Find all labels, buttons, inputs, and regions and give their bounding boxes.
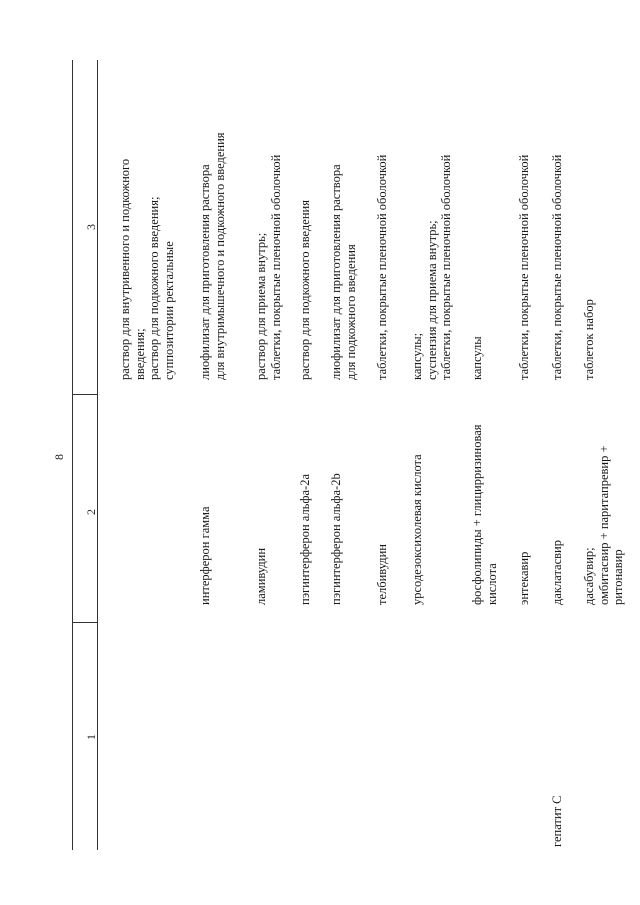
drug-line: ритонавир [611,549,625,605]
form-cell [329,164,358,380]
drug-name: телбивудин [375,544,389,605]
form-cell [254,155,283,380]
form-line: капсулы; [410,332,424,380]
column-divider-1 [72,622,97,623]
form-cell [550,155,565,380]
form-line: лиофилизат для приготовления раствора [198,164,212,380]
form-line: таблетки, покрытые пленочной оболочкой [375,154,389,380]
form-cell [198,132,227,380]
form-line: раствор для внутривенного и подкожного [118,158,132,380]
column-header-3: 3 [84,224,98,230]
table-top-rule [72,60,73,850]
drug-name [470,425,499,606]
form-line: для внутримышечного и подкожного введения [212,132,227,380]
column-header-1: 1 [84,734,98,740]
form-cell [470,336,485,380]
drug-name: интерферон гамма [198,506,212,605]
form-line: таблеток набор [582,299,596,380]
column-divider-2 [72,394,97,395]
form-cell [298,200,313,380]
form-cell [582,299,597,380]
form-line: таблетки, покрытые пленочной оболочкой [550,154,564,380]
drug-name: урсодезоксихолевая кислота [410,454,424,605]
form-line: суспензия для приема внутрь; [424,220,439,380]
table-header-rule [97,60,98,850]
group-label: гепатит С [550,795,564,847]
form-line: капсулы [470,336,484,380]
form-cell [118,159,176,380]
page-number: 8 [52,454,66,460]
drug-name: даклатасвир [550,540,564,605]
form-line: раствор для подкожного введения [298,200,312,380]
form-line: раствор для подкожного введения; [147,196,161,380]
drug-line: омбитасвир + паритапревир + [596,445,611,605]
form-line: суппозитории ректальные [161,241,176,380]
form-line: введения; [132,328,147,380]
form-line: раствор для приема внутрь; [254,232,268,380]
form-line: таблетки, покрытые пленочной оболочкой [268,154,283,380]
drug-line: кислота [484,563,499,605]
column-header-2: 2 [84,509,98,515]
form-line: таблетки, покрытые пленочной оболочкой [517,154,531,380]
drug-name: пэгинтерферон альфа-2а [298,474,312,605]
drug-line: фосфолипиды + глицирризиновая [470,424,484,605]
drug-line: дасабувир; [582,547,596,605]
form-line: для подкожного введения [343,244,358,380]
drug-name: энтекавир [517,551,531,605]
drug-name: пэгинтерферон альфа-2b [329,473,343,605]
form-line: лиофилизат для приготовления раствора [329,164,343,380]
form-cell [517,155,532,380]
form-line: таблетки, покрытые пленочной оболочкой [439,154,453,380]
form-cell [375,155,390,380]
form-cell [410,155,454,380]
drug-name [582,445,626,605]
drug-name: ламивудин [254,547,268,605]
